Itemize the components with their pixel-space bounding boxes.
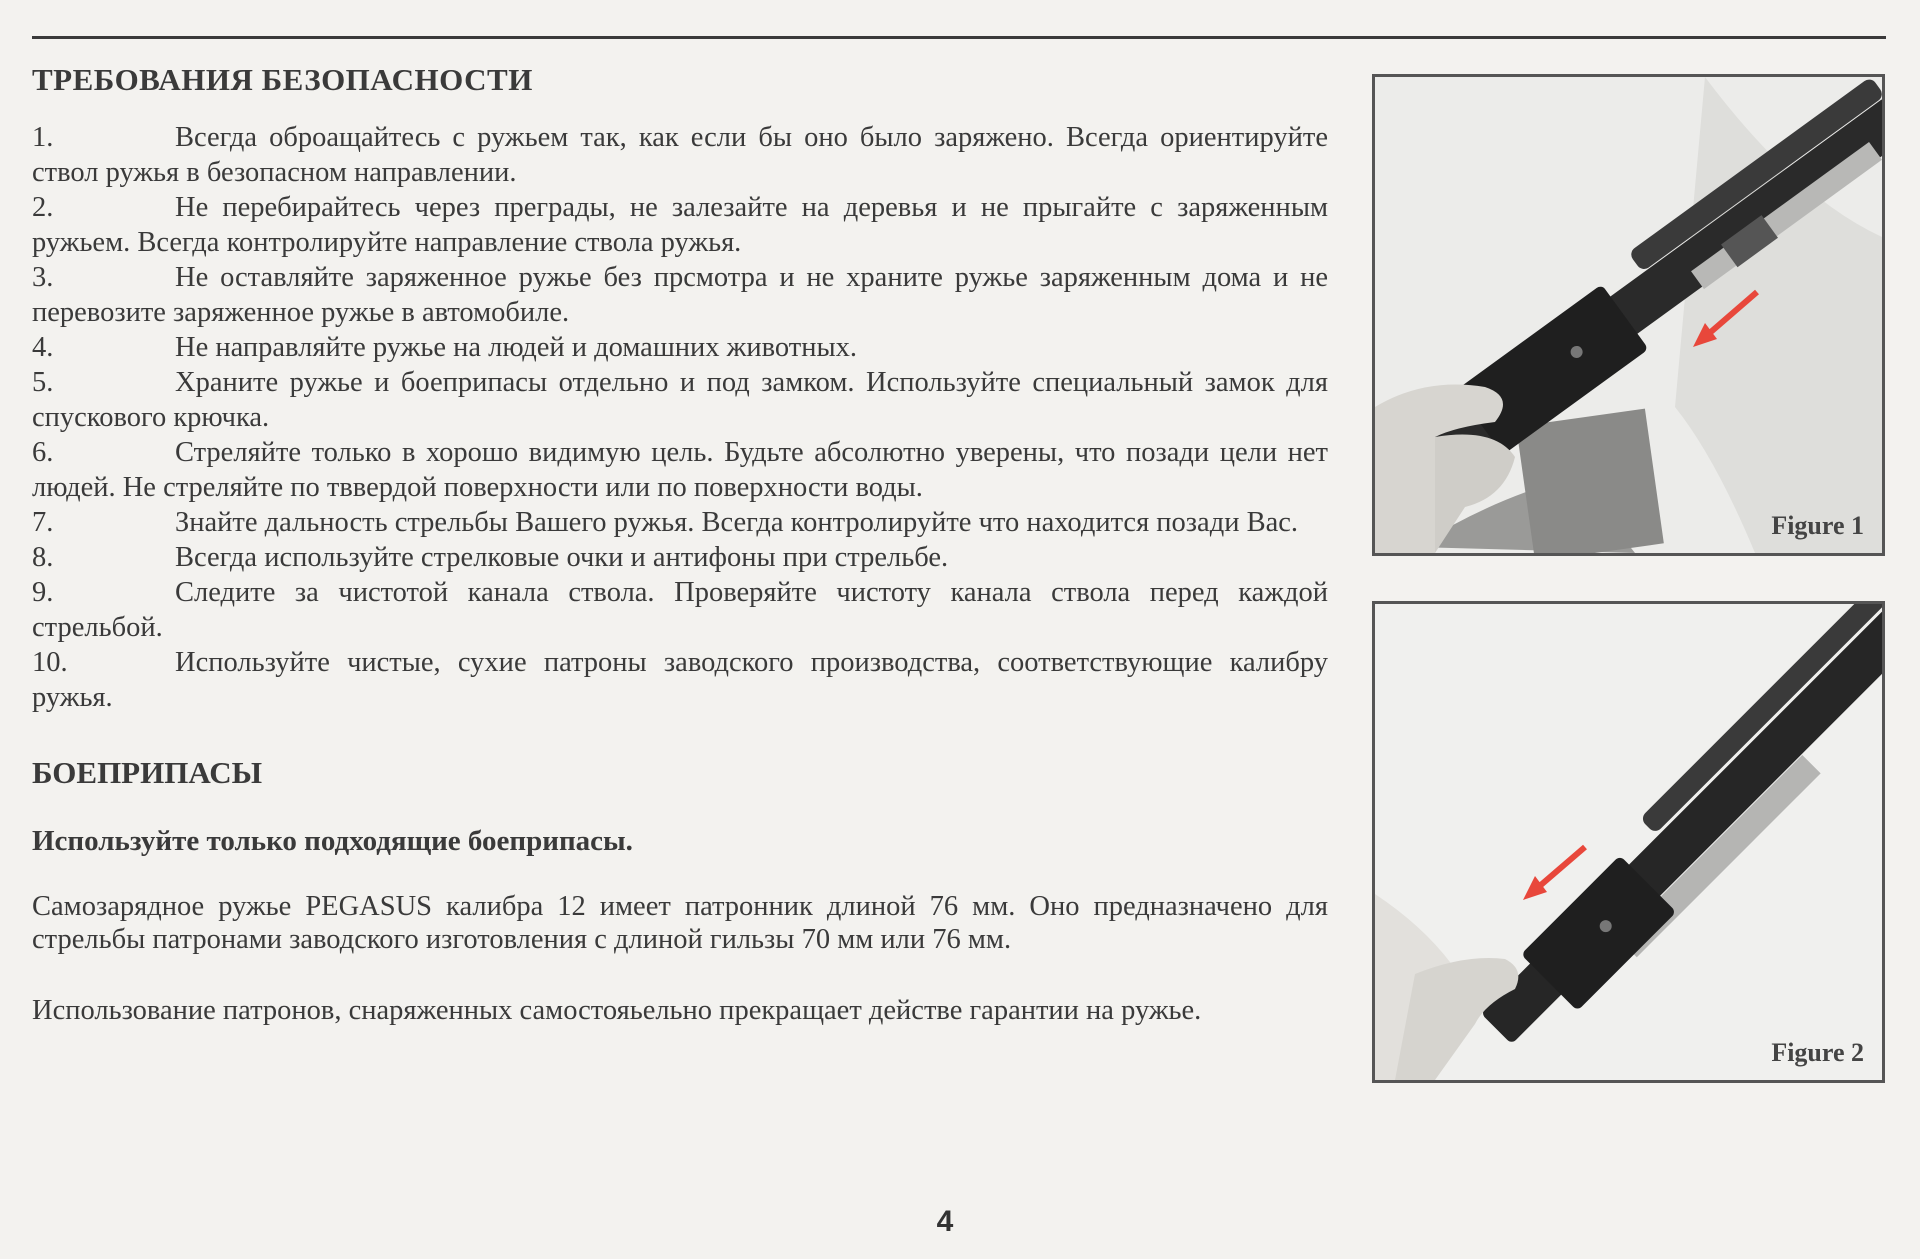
rule-text: Знайте дальность стрельбы Вашего ружья. Всегда контролируйте что находится позади Вас. xyxy=(175,507,1299,538)
safety-rule-7 xyxy=(32,505,1328,540)
safety-rule-9 xyxy=(32,575,1328,645)
figure-1-caption: Figure 1 xyxy=(1771,511,1864,540)
rule-text: Всегда используйте стрелковые очки и антифоны при стрельбе. xyxy=(175,542,949,573)
main-text-column xyxy=(32,62,1328,1065)
figure-1-photo xyxy=(1375,77,1882,553)
safety-rule-8 xyxy=(32,540,1328,575)
rule-text: Не оставляйте заряженное ружье без прсмотра и не храните ружье заряженным дома и не перевозите заряженное ружье в автомобиле. xyxy=(32,262,1328,328)
rule-number: 6. xyxy=(32,437,54,468)
figure-2-caption: Figure 2 xyxy=(1771,1038,1864,1067)
safety-rules-list xyxy=(32,120,1328,715)
rule-text: Не перебирайтесь через преграды, не залезайте на деревья и не прыгайте с заряженным ружьем. Всегда контролируйте направление ствола ружья. xyxy=(32,192,1328,258)
figure-1 xyxy=(1372,74,1885,556)
rule-text: Следите за чистотой канала ствола. Проверяйте чистоту канала ствола перед каждой стрельбой. xyxy=(32,577,1328,643)
safety-title: ТРЕБОВАНИЯ БЕЗОПАСНОСТИ xyxy=(32,62,533,97)
rule-number: 4. xyxy=(32,332,54,363)
rule-number: 5. xyxy=(32,367,54,398)
figure-2-photo xyxy=(1375,604,1882,1080)
rule-text: Храните ружье и боеприпасы отдельно и под замком. Используйте специальный замок для спускового крючка. xyxy=(32,367,1328,433)
safety-rule-3 xyxy=(32,260,1328,330)
ammo-paragraph-1: Самозарядное ружье PEGASUS калибра 12 имеет патронник длиной 76 мм. Оно предназначено для стрельбы патронами заводского изготовления с длиной гильзы 70 мм или 76 мм. xyxy=(32,891,1328,955)
ammo-bold-note: Используйте только подходящие боеприпасы. xyxy=(32,825,633,857)
rule-text: Используйте чистые, сухие патроны заводского производства, соответствующие калибру ружья. xyxy=(32,647,1328,713)
rule-text: Стреляйте только в хорошо видимую цель. Будьте абсолютно уверены, что позади цели нет людей. Не стреляйте по тввердой поверхности или по поверхности воды. xyxy=(32,437,1328,503)
safety-rule-6 xyxy=(32,435,1328,505)
figure-2 xyxy=(1372,601,1885,1083)
ammo-paragraph-2: Использование патронов, снаряженных самостояьельно прекращает действе гарантии на ружье. xyxy=(32,995,1202,1026)
top-rule xyxy=(32,36,1886,39)
safety-rule-4 xyxy=(32,330,1328,365)
rule-text: Всегда оброащайтесь с ружьем так, как если бы оно было заряжено. Всегда ориентируйте ствол ружья в безопасном направлении. xyxy=(32,122,1328,188)
page-number: 4 xyxy=(936,1205,954,1238)
safety-rule-2 xyxy=(32,190,1328,260)
ammo-title: БОЕПРИПАСЫ xyxy=(32,755,263,790)
safety-rule-10 xyxy=(32,645,1328,715)
rule-number: 1. xyxy=(32,122,54,153)
rule-number: 2. xyxy=(32,192,54,223)
safety-rule-1 xyxy=(32,120,1328,190)
rule-number: 10. xyxy=(32,647,68,678)
rule-text: Не направляйте ружье на людей и домашних животных. xyxy=(175,332,857,363)
rule-number: 7. xyxy=(32,507,54,538)
rule-number: 3. xyxy=(32,262,54,293)
rule-number: 8. xyxy=(32,542,54,573)
rule-number: 9. xyxy=(32,577,54,608)
safety-rule-5 xyxy=(32,365,1328,435)
